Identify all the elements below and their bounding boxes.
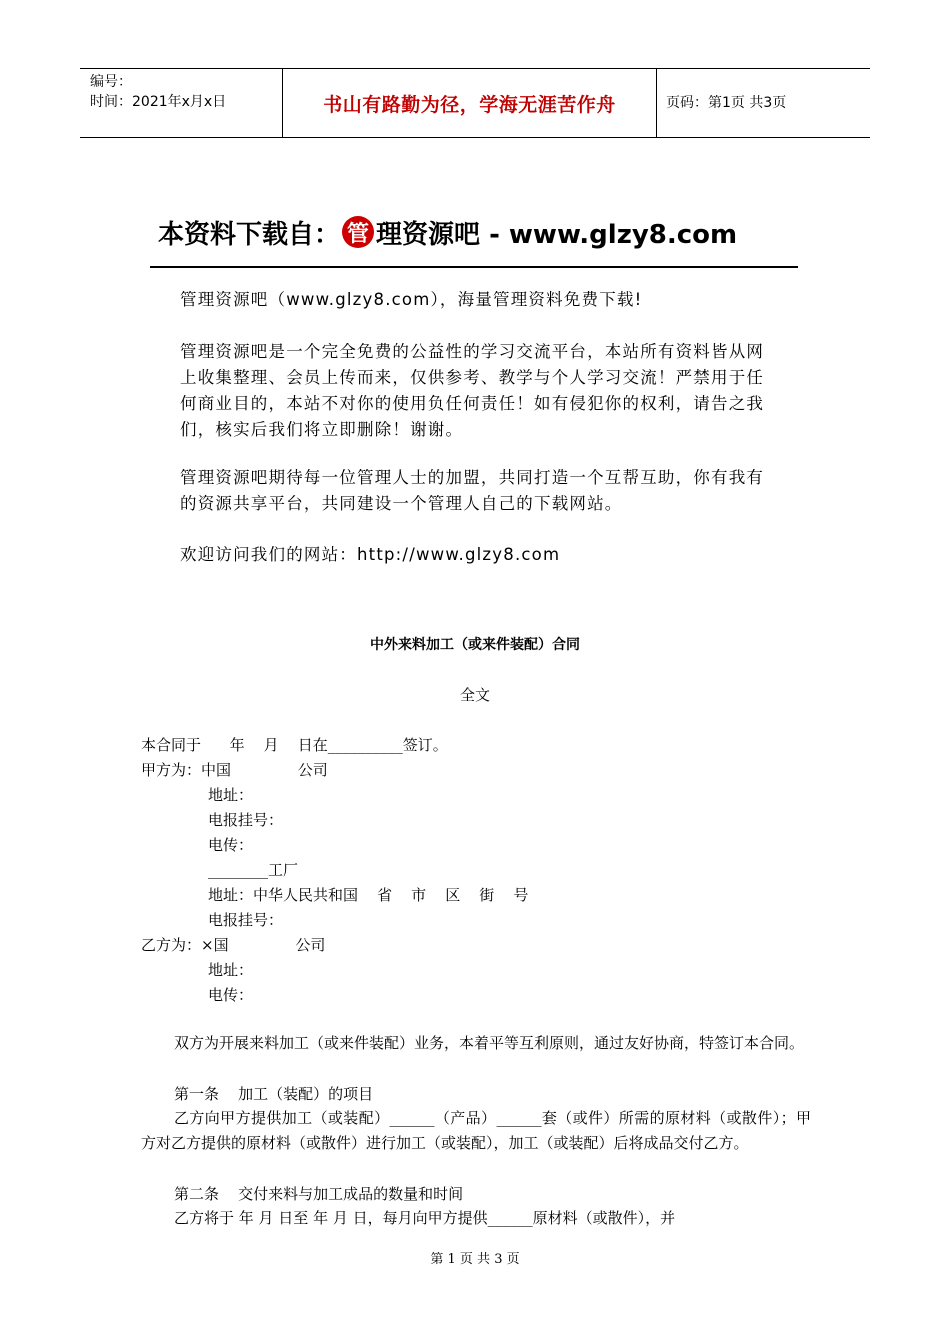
banner-suffix: 理资源吧 - www.glzy8.com [376,219,738,250]
code-label: 编号： [90,74,132,90]
banner-prefix: 本资料下载自： [158,219,341,250]
date-label: 时间：2021年x月x日 [90,94,227,110]
contract-line: 电报挂号： [208,811,284,829]
article-2-title: 第二条 交付来料与加工成品的数量和时间 [174,1185,464,1203]
header-table [80,68,870,138]
contract-line: 电传： [208,986,254,1004]
contract-line: 电传： [208,836,254,854]
intro-paragraph-1: 管理资源吧（www.glzy8.com），海量管理资料免费下载! [180,290,643,309]
contract-paragraph: 双方为开展来料加工（或来件装配）业务，本着平等互利原则，通过友好协商，特签订本合同。 [174,1034,805,1052]
contract-line: 本合同于 年 月 日在__________签订。 [141,736,448,754]
contract-line: 地址： [208,786,254,804]
intro-paragraph-4: 欢迎访问我们的网站：http://www.glzy8.com [180,545,561,564]
intro-paragraph-3: 管理资源吧期待每一位管理人士的加盟，共同打造一个互帮互助，你有我有的资源共享平台，共同建设一个管理人自己的下载网站。 [180,468,765,513]
contract-line: ________工厂 [208,861,299,879]
article-1-body: 乙方向甲方提供加工（或装配）______（产品）______套（或件）所需的原材料（或散件）；甲方对乙方提供的原材料（或散件）进行加工（或装配），加工（或装配）后将成品交付乙方。 [141,1109,811,1152]
document-subtitle: 全文 [459,686,490,704]
contract-line: 乙方为：×国 公司 [141,936,326,954]
article-2-body: 乙方将于 年 月 日至 年 月 日，每月向甲方提供______原材料（或散件），并 [174,1209,676,1227]
header-mid-cell [283,69,657,137]
contract-line: 地址：中华人民共和国 省 市 区 街 号 [208,886,529,904]
logo-icon: 管 [342,216,374,248]
contract-line: 电报挂号： [208,911,284,929]
motto: 书山有路勤为径，学海无涯苦作舟 [323,93,616,116]
page-label: 页码：第1页 共3页 [666,95,787,111]
contract-line: 甲方为：中国 公司 [141,761,328,779]
intro-paragraph-2: 管理资源吧是一个完全免费的公益性的学习交流平台，本站所有资料皆从网上收集整理、会员上传而来，仅供参考、教学与个人学习交流！严禁用于任何商业目的，本站不对你的使用负任何责任！如有侵犯你的权利，请告之我们，核实后我们将立即删除！谢谢。 [180,342,765,439]
source-banner [158,210,798,254]
document-title: 中外来料加工（或来件装配）合同 [370,637,580,653]
page-footer: 第 1 页 共 3 页 [430,1252,520,1267]
header-left-cell [80,69,283,137]
header-right-cell [657,69,870,137]
contract-line: 地址： [208,961,254,979]
banner-divider [150,266,798,268]
article-1-title: 第一条 加工（装配）的项目 [174,1085,374,1103]
